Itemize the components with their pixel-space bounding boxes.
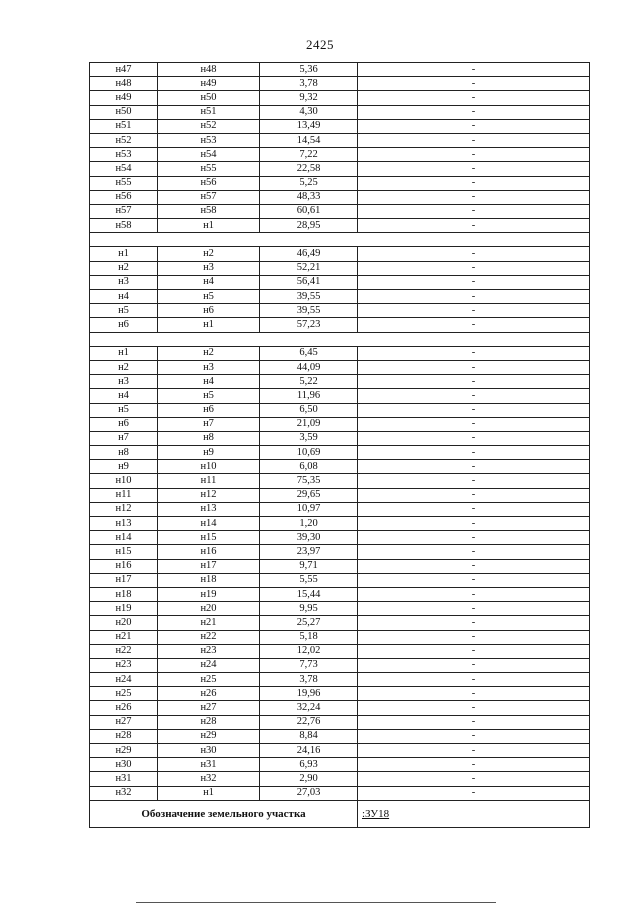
from-point-cell: н24 (90, 673, 158, 687)
distance-cell: 7,22 (260, 148, 358, 162)
note-cell: - (358, 77, 590, 91)
table-row (90, 673, 590, 687)
table-row (90, 715, 590, 729)
distance-cell: 13,49 (260, 119, 358, 133)
to-point-cell: н19 (158, 587, 260, 601)
note-cell: - (358, 247, 590, 261)
table-row (90, 658, 590, 672)
table-row (90, 644, 590, 658)
distance-cell: 10,97 (260, 502, 358, 516)
table-row (90, 772, 590, 786)
from-point-cell: н6 (90, 318, 158, 332)
distance-cell: 10,69 (260, 446, 358, 460)
note-cell: - (358, 91, 590, 105)
note-cell: - (358, 517, 590, 531)
to-point-cell: н55 (158, 162, 260, 176)
note-cell: - (358, 346, 590, 360)
to-point-cell: н1 (158, 318, 260, 332)
from-point-cell: н11 (90, 488, 158, 502)
distance-cell: 52,21 (260, 261, 358, 275)
distance-cell: 27,03 (260, 786, 358, 800)
from-point-cell: н2 (90, 261, 158, 275)
note-cell: - (358, 417, 590, 431)
note-cell: - (358, 219, 590, 233)
distance-cell: 9,32 (260, 91, 358, 105)
distance-cell: 5,22 (260, 375, 358, 389)
distance-cell: 11,96 (260, 389, 358, 403)
boundary-segments-table (89, 62, 590, 828)
distance-cell: 5,25 (260, 176, 358, 190)
note-cell: - (358, 786, 590, 800)
to-point-cell: н16 (158, 545, 260, 559)
distance-cell: 5,18 (260, 630, 358, 644)
note-cell: - (358, 162, 590, 176)
table-row (90, 261, 590, 275)
to-point-cell: н18 (158, 573, 260, 587)
note-cell: - (358, 687, 590, 701)
to-point-cell: н4 (158, 375, 260, 389)
table-row (90, 190, 590, 204)
from-point-cell: н28 (90, 729, 158, 743)
to-point-cell: н48 (158, 63, 260, 77)
table-row (90, 431, 590, 445)
contour-separator-row (90, 332, 590, 346)
note-cell: - (358, 190, 590, 204)
table-row (90, 346, 590, 360)
to-point-cell: н30 (158, 744, 260, 758)
distance-cell: 19,96 (260, 687, 358, 701)
from-point-cell: н32 (90, 786, 158, 800)
note-cell: - (358, 772, 590, 786)
to-point-cell: н20 (158, 602, 260, 616)
distance-cell: 21,09 (260, 417, 358, 431)
to-point-cell: н32 (158, 772, 260, 786)
from-point-cell: н7 (90, 431, 158, 445)
table-row (90, 460, 590, 474)
distance-cell: 22,58 (260, 162, 358, 176)
to-point-cell: н1 (158, 219, 260, 233)
table-row (90, 488, 590, 502)
to-point-cell: н6 (158, 403, 260, 417)
from-point-cell: н1 (90, 247, 158, 261)
table-row (90, 91, 590, 105)
table-row (90, 304, 590, 318)
table-row (90, 63, 590, 77)
from-point-cell: н56 (90, 190, 158, 204)
from-point-cell: н18 (90, 587, 158, 601)
note-cell: - (358, 587, 590, 601)
to-point-cell: н11 (158, 474, 260, 488)
distance-cell: 28,95 (260, 219, 358, 233)
from-point-cell: н1 (90, 346, 158, 360)
note-cell: - (358, 729, 590, 743)
from-point-cell: н52 (90, 133, 158, 147)
note-cell: - (358, 360, 590, 374)
table-row (90, 275, 590, 289)
note-cell: - (358, 431, 590, 445)
note-cell: - (358, 658, 590, 672)
from-point-cell: н16 (90, 559, 158, 573)
from-point-cell: н19 (90, 602, 158, 616)
from-point-cell: н26 (90, 701, 158, 715)
table-row (90, 247, 590, 261)
table-row (90, 162, 590, 176)
to-point-cell: н2 (158, 346, 260, 360)
table-row (90, 602, 590, 616)
table-row (90, 786, 590, 800)
table-row (90, 573, 590, 587)
note-cell: - (358, 204, 590, 218)
note-cell: - (358, 474, 590, 488)
table-row (90, 502, 590, 516)
distance-cell: 1,20 (260, 517, 358, 531)
note-cell: - (358, 616, 590, 630)
from-point-cell: н30 (90, 758, 158, 772)
distance-cell: 5,55 (260, 573, 358, 587)
table-row (90, 133, 590, 147)
distance-cell: 15,44 (260, 587, 358, 601)
from-point-cell: н25 (90, 687, 158, 701)
distance-cell: 39,30 (260, 531, 358, 545)
from-point-cell: н3 (90, 275, 158, 289)
table-row (90, 375, 590, 389)
page-number: 2425 (306, 37, 334, 52)
from-point-cell: н9 (90, 460, 158, 474)
distance-cell: 4,30 (260, 105, 358, 119)
from-point-cell: н58 (90, 219, 158, 233)
from-point-cell: н49 (90, 91, 158, 105)
bottom-scan-line (136, 902, 496, 903)
distance-cell: 9,71 (260, 559, 358, 573)
note-cell: - (358, 148, 590, 162)
to-point-cell: н10 (158, 460, 260, 474)
table-row (90, 517, 590, 531)
from-point-cell: н10 (90, 474, 158, 488)
to-point-cell: н14 (158, 517, 260, 531)
note-cell: - (358, 644, 590, 658)
distance-cell: 57,23 (260, 318, 358, 332)
table-body (90, 63, 590, 828)
from-point-cell: н13 (90, 517, 158, 531)
note-cell: - (358, 460, 590, 474)
note-cell: - (358, 559, 590, 573)
to-point-cell: н13 (158, 502, 260, 516)
table-row (90, 105, 590, 119)
contour-separator-row (90, 233, 590, 247)
note-cell: - (358, 630, 590, 644)
table-row (90, 701, 590, 715)
distance-cell: 22,76 (260, 715, 358, 729)
from-point-cell: н51 (90, 119, 158, 133)
note-cell: - (358, 63, 590, 77)
table-row (90, 119, 590, 133)
table-row (90, 176, 590, 190)
from-point-cell: н29 (90, 744, 158, 758)
from-point-cell: н27 (90, 715, 158, 729)
note-cell: - (358, 573, 590, 587)
to-point-cell: н3 (158, 261, 260, 275)
note-cell: - (358, 318, 590, 332)
table-row (90, 630, 590, 644)
from-point-cell: н3 (90, 375, 158, 389)
from-point-cell: н20 (90, 616, 158, 630)
note-cell: - (358, 176, 590, 190)
table-row (90, 204, 590, 218)
note-cell: - (358, 701, 590, 715)
from-point-cell: н21 (90, 630, 158, 644)
note-cell: - (358, 105, 590, 119)
note-cell: - (358, 715, 590, 729)
note-cell: - (358, 758, 590, 772)
note-cell: - (358, 502, 590, 516)
to-point-cell: н50 (158, 91, 260, 105)
table-row (90, 360, 590, 374)
to-point-cell: н1 (158, 786, 260, 800)
to-point-cell: н31 (158, 758, 260, 772)
to-point-cell: н2 (158, 247, 260, 261)
to-point-cell: н15 (158, 531, 260, 545)
from-point-cell: н5 (90, 304, 158, 318)
to-point-cell: н7 (158, 417, 260, 431)
table-row (90, 403, 590, 417)
table-row (90, 744, 590, 758)
to-point-cell: н5 (158, 290, 260, 304)
to-point-cell: н17 (158, 559, 260, 573)
from-point-cell: н12 (90, 502, 158, 516)
from-point-cell: н6 (90, 417, 158, 431)
note-cell: - (358, 602, 590, 616)
from-point-cell: н2 (90, 360, 158, 374)
to-point-cell: н56 (158, 176, 260, 190)
distance-cell: 14,54 (260, 133, 358, 147)
from-point-cell: н47 (90, 63, 158, 77)
to-point-cell: н53 (158, 133, 260, 147)
distance-cell: 60,61 (260, 204, 358, 218)
distance-cell: 25,27 (260, 616, 358, 630)
to-point-cell: н5 (158, 389, 260, 403)
table-row (90, 219, 590, 233)
distance-cell: 6,08 (260, 460, 358, 474)
table-row (90, 290, 590, 304)
table-row (90, 616, 590, 630)
to-point-cell: н8 (158, 431, 260, 445)
from-point-cell: н4 (90, 290, 158, 304)
note-cell: - (358, 389, 590, 403)
distance-cell: 6,93 (260, 758, 358, 772)
note-cell: - (358, 261, 590, 275)
table-row (90, 531, 590, 545)
distance-cell: 5,36 (260, 63, 358, 77)
to-point-cell: н23 (158, 644, 260, 658)
to-point-cell: н4 (158, 275, 260, 289)
to-point-cell: н12 (158, 488, 260, 502)
to-point-cell: н22 (158, 630, 260, 644)
from-point-cell: н23 (90, 658, 158, 672)
to-point-cell: н57 (158, 190, 260, 204)
from-point-cell: н48 (90, 77, 158, 91)
distance-cell: 56,41 (260, 275, 358, 289)
to-point-cell: н25 (158, 673, 260, 687)
from-point-cell: н31 (90, 772, 158, 786)
distance-cell: 12,02 (260, 644, 358, 658)
table-row (90, 474, 590, 488)
distance-cell: 6,50 (260, 403, 358, 417)
note-cell: - (358, 403, 590, 417)
from-point-cell: н50 (90, 105, 158, 119)
distance-cell: 2,90 (260, 772, 358, 786)
table-row (90, 417, 590, 431)
to-point-cell: н52 (158, 119, 260, 133)
to-point-cell: н6 (158, 304, 260, 318)
note-cell: - (358, 133, 590, 147)
to-point-cell: н9 (158, 446, 260, 460)
to-point-cell: н3 (158, 360, 260, 374)
distance-cell: 24,16 (260, 744, 358, 758)
from-point-cell: н5 (90, 403, 158, 417)
land-plot-footer-row (90, 800, 590, 827)
distance-cell: 44,09 (260, 360, 358, 374)
to-point-cell: н27 (158, 701, 260, 715)
distance-cell: 39,55 (260, 290, 358, 304)
to-point-cell: н51 (158, 105, 260, 119)
note-cell: - (358, 446, 590, 460)
distance-cell: 3,78 (260, 673, 358, 687)
from-point-cell: н54 (90, 162, 158, 176)
distance-cell: 39,55 (260, 304, 358, 318)
table-row (90, 446, 590, 460)
to-point-cell: н21 (158, 616, 260, 630)
distance-cell: 29,65 (260, 488, 358, 502)
separator-cell (90, 233, 590, 247)
note-cell: - (358, 119, 590, 133)
distance-cell: 7,73 (260, 658, 358, 672)
table-row (90, 545, 590, 559)
to-point-cell: н28 (158, 715, 260, 729)
note-cell: - (358, 304, 590, 318)
note-cell: - (358, 531, 590, 545)
note-cell: - (358, 290, 590, 304)
land-plot-label: Обозначение земельного участка (90, 800, 358, 827)
from-point-cell: н4 (90, 389, 158, 403)
to-point-cell: н58 (158, 204, 260, 218)
note-cell: - (358, 744, 590, 758)
note-cell: - (358, 545, 590, 559)
to-point-cell: н24 (158, 658, 260, 672)
land-plot-code: :ЗУ18 (358, 800, 590, 827)
table-row (90, 758, 590, 772)
table-row (90, 148, 590, 162)
note-cell: - (358, 275, 590, 289)
distance-cell: 75,35 (260, 474, 358, 488)
to-point-cell: н26 (158, 687, 260, 701)
to-point-cell: н49 (158, 77, 260, 91)
from-point-cell: н17 (90, 573, 158, 587)
table-row (90, 587, 590, 601)
from-point-cell: н53 (90, 148, 158, 162)
table-row (90, 729, 590, 743)
distance-cell: 32,24 (260, 701, 358, 715)
distance-cell: 3,78 (260, 77, 358, 91)
note-cell: - (358, 673, 590, 687)
note-cell: - (358, 488, 590, 502)
distance-cell: 46,49 (260, 247, 358, 261)
distance-cell: 9,95 (260, 602, 358, 616)
from-point-cell: н15 (90, 545, 158, 559)
distance-cell: 6,45 (260, 346, 358, 360)
distance-cell: 3,59 (260, 431, 358, 445)
to-point-cell: н54 (158, 148, 260, 162)
distance-cell: 8,84 (260, 729, 358, 743)
from-point-cell: н22 (90, 644, 158, 658)
distance-cell: 23,97 (260, 545, 358, 559)
to-point-cell: н29 (158, 729, 260, 743)
table-row (90, 687, 590, 701)
from-point-cell: н57 (90, 204, 158, 218)
from-point-cell: н8 (90, 446, 158, 460)
table-row (90, 77, 590, 91)
note-cell: - (358, 375, 590, 389)
table-row (90, 318, 590, 332)
separator-cell (90, 332, 590, 346)
distance-cell: 48,33 (260, 190, 358, 204)
table-row (90, 389, 590, 403)
from-point-cell: н14 (90, 531, 158, 545)
table-row (90, 559, 590, 573)
from-point-cell: н55 (90, 176, 158, 190)
